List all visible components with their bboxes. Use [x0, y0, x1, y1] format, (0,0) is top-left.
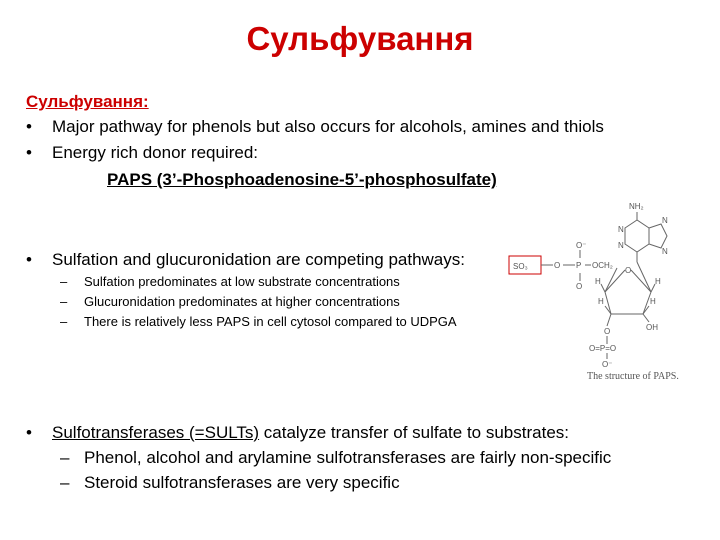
sub-item-sulfation	[60, 274, 400, 289]
p-label: P	[576, 261, 582, 270]
nh2-label: NH₂	[629, 202, 644, 211]
bullet-marker: •	[26, 143, 32, 162]
adenine-six-ring	[625, 220, 649, 252]
n-label: N	[662, 247, 668, 256]
sub-text: Sulfation predominates at low substrate concentrations	[84, 274, 400, 289]
bullet-marker: •	[26, 117, 32, 136]
o-bottom-label: O	[576, 282, 583, 291]
page-title: Сульфування	[246, 20, 474, 57]
paps-structure-diagram	[505, 196, 695, 388]
o-minus-label: O⁻	[602, 360, 613, 369]
bond	[637, 262, 651, 292]
h-label: H	[598, 297, 604, 306]
bond	[607, 314, 611, 326]
section-heading: Сульфування:	[26, 92, 149, 111]
so3-label: SO₃	[513, 262, 528, 271]
sub-item-steroid	[60, 473, 400, 493]
paps-definition: PAPS (3’-Phosphoadenosine-5’-phosphosulfate)	[107, 170, 497, 189]
h-label: H	[595, 277, 601, 286]
bond	[643, 314, 649, 322]
structure-caption: The structure of PAPS.	[587, 371, 679, 382]
sub-item-paps-cytosol	[60, 314, 457, 329]
p-o-o-label: O=P=O	[589, 344, 617, 353]
o-label: O	[604, 327, 611, 336]
bullet-text: Energy rich donor required:	[52, 143, 259, 162]
sub-item-nonspecific	[60, 448, 611, 468]
bond	[601, 284, 605, 292]
bullet-text: Sulfation and glucuronidation are competing pathways:	[52, 250, 465, 269]
h-label: H	[650, 297, 656, 306]
bond	[631, 270, 651, 292]
sub-text: Glucuronidation predominates at higher concentrations	[84, 294, 400, 309]
bond	[605, 270, 625, 292]
dash-marker: –	[60, 314, 68, 329]
n-label: N	[618, 225, 624, 234]
adenine-five-ring	[649, 224, 667, 248]
o-ring-label: O	[625, 266, 632, 275]
sub-text: Steroid sulfotransferases are very specific	[84, 473, 400, 492]
bullet-item-energy-donor	[26, 143, 258, 163]
sub-text: There is relatively less PAPS in cell cytosol compared to UDPGA	[84, 314, 457, 329]
bullet-marker: •	[26, 423, 32, 442]
dash-marker: –	[60, 294, 68, 309]
bullet-item-sulfotransferases	[26, 423, 569, 443]
o-bridge-label: O	[554, 261, 561, 270]
dash-marker: –	[60, 448, 70, 467]
bullet-item-competing-pathways	[26, 250, 465, 270]
bullet-marker: •	[26, 250, 32, 269]
sults-term: Sulfotransferases (=SULTs)	[52, 423, 260, 442]
n-label: N	[618, 241, 624, 250]
bullet-item-major-pathway	[26, 117, 604, 137]
dash-marker: –	[60, 473, 70, 492]
n-label: N	[662, 216, 668, 225]
bullet-text: catalyze transfer of sulfate to substrates:	[259, 423, 570, 442]
h-label: H	[655, 277, 661, 286]
bond	[605, 268, 617, 292]
bullet-text: Major pathway for phenols but also occurs for alcohols, amines and thiols	[52, 117, 604, 136]
och2-label: OCH₂	[592, 261, 613, 270]
sub-text: Phenol, alcohol and arylamine sulfotransferases are fairly non-specific	[84, 448, 612, 467]
o-top-label: O⁻	[576, 241, 587, 250]
sub-item-glucuronidation	[60, 294, 400, 309]
oh-label: OH	[646, 323, 658, 332]
dash-marker: –	[60, 274, 68, 289]
